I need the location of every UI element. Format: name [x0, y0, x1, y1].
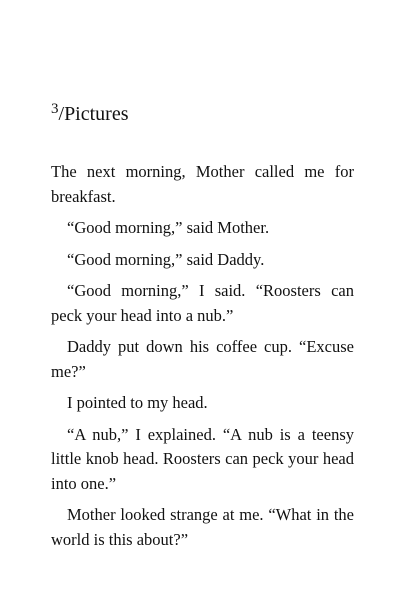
body-text	[51, 160, 354, 559]
chapter-title: Pictures	[64, 103, 129, 125]
chapter-separator: /	[58, 103, 65, 125]
paragraph-6: I pointed to my head.	[67, 393, 208, 412]
paragraph-1: The next morning, Mother called me for breakfast.	[51, 162, 354, 206]
paragraph-3: “Good morning,” said Daddy.	[67, 249, 265, 269]
chapter-number: 3	[51, 101, 59, 117]
paragraph-2: “Good morning,” said Mother.	[67, 218, 270, 237]
paragraph-4: “Good morning,” I said. “Roosters can peck your head into a nub.”	[51, 281, 354, 325]
paragraph-7: “A nub,” I explained. “A nub is a teensy little knob head. Roosters can peck your head into one.”	[51, 424, 354, 493]
paragraph-8: Mother looked strange at me. “What in the world is this about?”	[51, 505, 354, 549]
book-page	[51, 0, 354, 600]
chapter-heading	[51, 100, 129, 130]
paragraph-5: Daddy put down his coffee cup. “Excuse me?”	[51, 337, 354, 381]
